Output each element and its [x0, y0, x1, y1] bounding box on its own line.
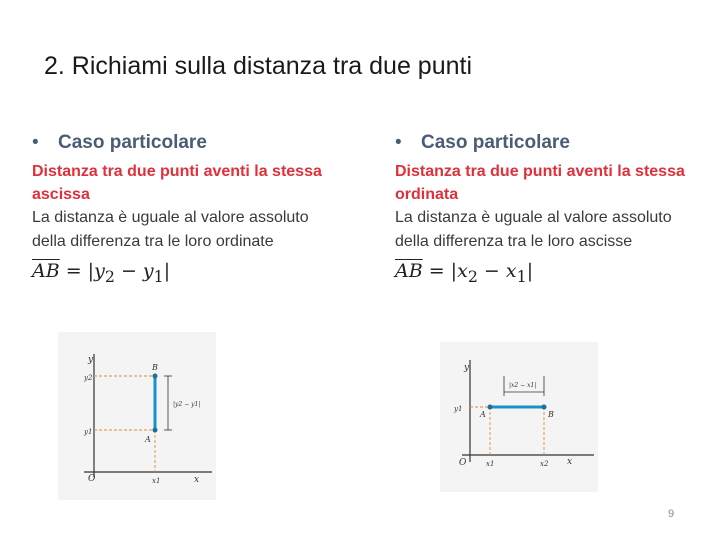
right-formula-lhs: $\overline{AB}$: [395, 260, 423, 282]
right-formula-equals: = |: [422, 260, 458, 282]
left-subtitle: Distanza tra due punti aventi la stessa ascissa: [32, 163, 322, 203]
right-formula: [395, 260, 695, 286]
left-formula-minus: −: [114, 260, 143, 282]
left-formula-sub-b: 1: [153, 266, 164, 286]
right-figure-diagram: [440, 342, 598, 492]
tick-y1-label: y1: [84, 428, 93, 436]
right-body: La distanza è uguale al valore assoluto della differenza tra le loro ascisse: [395, 209, 672, 250]
point-a-label: A: [145, 435, 151, 444]
right-formula-sub-a: 2: [467, 266, 478, 286]
point-b: [542, 405, 547, 410]
left-figure-diagram: [58, 332, 216, 500]
right-heading: [395, 128, 695, 158]
point-b: [153, 374, 158, 379]
left-formula-var-b: y: [142, 260, 154, 282]
left-body: La distanza è uguale al valore assoluto della differenza tra le loro ordinate: [32, 209, 309, 250]
left-formula-equals: = |: [59, 260, 95, 282]
left-formula-var-a: y: [94, 260, 105, 282]
tick-x2-label: x2: [540, 460, 549, 468]
right-column: [395, 128, 695, 286]
point-a: [153, 428, 158, 433]
left-formula-close: |: [163, 260, 171, 282]
point-b-label: B: [152, 363, 158, 372]
right-formula-close: |: [526, 260, 534, 282]
measure-label: |y2 − y1|: [173, 401, 201, 408]
axis-y-label: y: [88, 355, 94, 365]
bullet-icon: •: [32, 132, 39, 153]
left-column: [32, 128, 332, 286]
slide-title: 2. Richiami sulla distanza tra due punti: [44, 52, 473, 80]
axis-y-label: y: [464, 363, 470, 373]
axis-x-label: x: [194, 475, 200, 485]
left-formula-sub-a: 2: [104, 266, 115, 286]
tick-y2-label: y2: [84, 374, 93, 382]
bullet-icon: •: [395, 132, 402, 153]
tick-x1-label: x1: [486, 460, 495, 468]
page-number: 9: [668, 508, 675, 520]
right-subtitle: Distanza tra due punti aventi la stessa ordinata: [395, 163, 685, 203]
point-a: [488, 405, 493, 410]
origin-label: O: [459, 458, 467, 468]
tick-y1-label: y1: [454, 405, 463, 413]
left-formula: [32, 260, 332, 286]
right-figure: [440, 342, 598, 492]
right-formula-var-a: x: [457, 260, 468, 282]
origin-label: O: [88, 474, 96, 484]
right-formula-minus: −: [477, 260, 506, 282]
right-formula-sub-b: 1: [516, 266, 527, 286]
point-b-label: B: [548, 410, 554, 419]
right-heading-text: Caso particolare: [421, 132, 570, 153]
left-heading: [32, 128, 332, 158]
axis-x-label: x: [567, 457, 573, 467]
left-figure: [58, 332, 216, 500]
measure-label: |x2 − x1|: [509, 382, 537, 389]
left-formula-lhs: $\overline{AB}$: [32, 260, 60, 282]
right-formula-var-b: x: [505, 260, 517, 282]
tick-x1-label: x1: [152, 477, 161, 485]
point-a-label: A: [480, 410, 486, 419]
left-heading-text: Caso particolare: [58, 132, 207, 153]
